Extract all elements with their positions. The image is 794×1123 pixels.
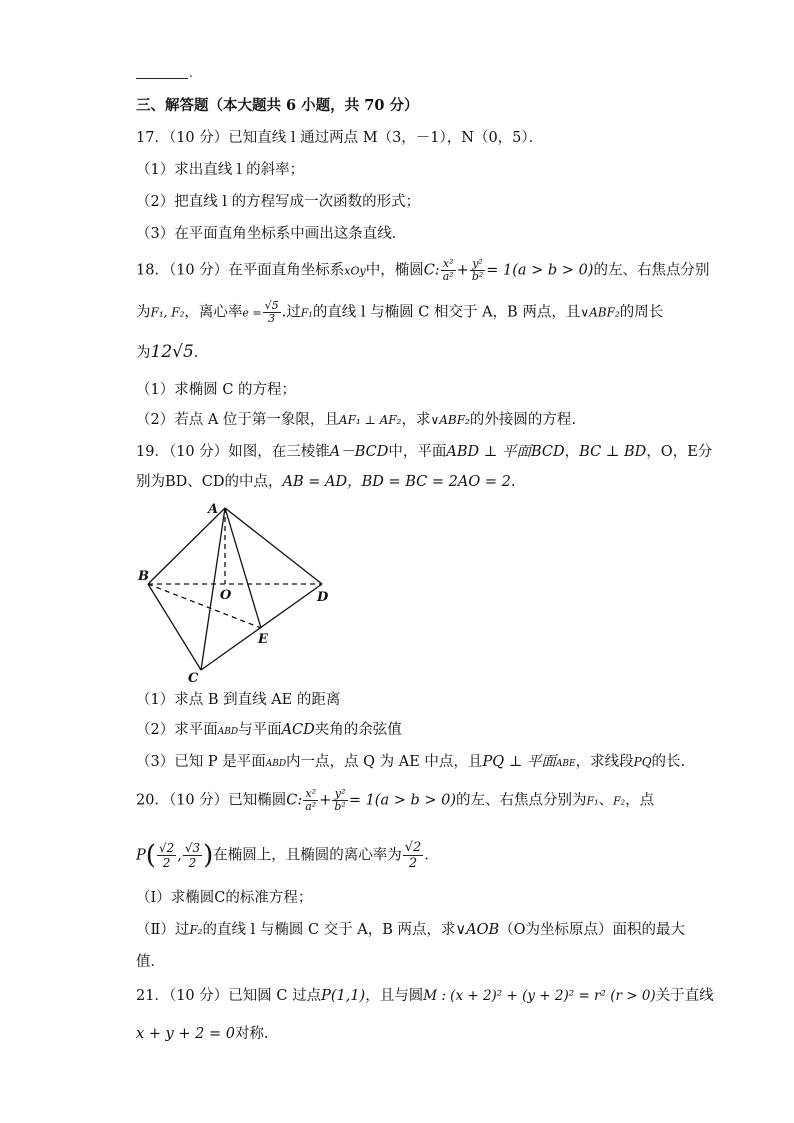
q18-frac-e <box>263 300 281 325</box>
q18-y2: y² <box>470 258 485 271</box>
q20-part2-cont: 值． <box>136 954 165 970</box>
q21-text: 对称. <box>234 1026 269 1042</box>
q19-line2 <box>136 472 515 492</box>
q20-point-p: P <box>136 847 146 864</box>
q18-foci: F₁, F₂ <box>150 305 185 320</box>
q18-sqrt5: √5 <box>264 299 279 312</box>
q19-pq-perp: PQ ⊥ 平面 <box>482 754 556 770</box>
q20-y2: y² <box>332 788 347 801</box>
q20-text: （Ⅱ）过 <box>136 922 190 938</box>
q19-text: 的长. <box>651 754 686 770</box>
q20-sqrt3: √3 <box>184 841 201 855</box>
vertex-label-b: B <box>138 569 149 584</box>
q19-plane-abd: ABD <box>265 759 287 769</box>
q18-text: 为 <box>136 345 151 361</box>
q20-text: （O为坐标原点）面积的最大 <box>499 922 686 938</box>
q18-text: 的周长 <box>619 304 664 321</box>
q21-circle-equation: M : (x + 2)² + (y + 2)² = r² (r > 0) <box>423 988 656 1004</box>
q18-head: 18．（10 分）在平面直角坐标系xOy中，椭圆C: $\frac{\text{x²}}{\text{a²}}$ + $\frac{\text{y²}}{\text{b²}}$ = 1(a > b > 0)的左、右焦点分别 <box>136 257 710 283</box>
q19-pq: PQ <box>633 755 652 769</box>
q18-a2: a² <box>442 270 454 283</box>
q18-text: 的外接圆的方程. <box>469 412 576 428</box>
q19-plane-perp: ABD ⊥ 平面BCD <box>446 444 565 460</box>
q19-text: （3）已知 P 是平面 <box>136 754 266 770</box>
q20-text: 的直线 l 与椭圆 C 交于 A，B 两点，求 <box>202 922 456 938</box>
q20-f2: F₂ <box>189 923 203 937</box>
q18-line2 <box>136 300 663 325</box>
q18-part2 <box>136 410 576 430</box>
q20-x2: x² <box>303 788 318 801</box>
q20-part2 <box>136 920 685 940</box>
q20-condition: = 1(a > b > 0) <box>348 792 457 809</box>
q18-frac-x <box>441 258 456 283</box>
q19-text: . <box>510 474 516 490</box>
q19-text: （2）求平面 <box>136 722 218 738</box>
q20-text: 、 <box>598 792 614 809</box>
q20-triangle-aob: ∨AOB <box>455 922 500 938</box>
q21-text: 关于直线 <box>655 988 714 1004</box>
q20-head: 20．（10 分）已知椭圆C: $\frac{\text{x²}}{\text{a²}}$ + $\frac{\text{y²}}{\text{b²}}$ = 1(a > b > 0)的左、右焦点分别为F₁、F₂，点 <box>136 787 655 813</box>
q20-text: ． <box>424 847 439 864</box>
q19-text: 别为BD、CD的中点， <box>136 474 283 490</box>
q18-ellipse-label: C: <box>423 262 440 279</box>
point-label-e: E <box>258 632 268 647</box>
vertex-label-c: C <box>188 671 199 685</box>
q19-plane-acd: ACD <box>281 722 315 738</box>
q18-xoy: xOy <box>344 264 366 278</box>
vertex-label-d: D <box>317 590 329 605</box>
q18-text: 的左、右焦点分别 <box>593 262 710 279</box>
q18-text: 为 <box>136 304 151 321</box>
answer-blank-dot: . <box>189 66 193 80</box>
q17-part3: （3）在平面直角坐标系中画出这条直线． <box>136 226 407 242</box>
q21-text: 21．（10 分）已知圆 C 过点 <box>136 988 322 1004</box>
q20-frac-py <box>183 841 202 870</box>
q18-perp: AF₁ ⊥ AF₂ <box>338 413 402 427</box>
q20-text: 的左、右焦点分别为 <box>456 792 587 809</box>
q21-head <box>136 986 714 1006</box>
q18-x2: x² <box>441 258 456 271</box>
q20-sqrt2: √2 <box>158 841 175 855</box>
q18-text: . <box>193 345 199 361</box>
q20-f1: F₁ <box>586 794 599 808</box>
q18-line3 <box>136 342 198 363</box>
q18-triangle: ∨ABF₂ <box>430 413 470 427</box>
q18-b2: b² <box>471 270 484 283</box>
q21-point: P(1,1) <box>321 988 366 1004</box>
q19-head <box>136 442 712 462</box>
q18-text: （2）若点 A 位于第一象限，且 <box>136 412 339 428</box>
q18-part1: （1）求椭圆 C 的方程； <box>136 382 297 398</box>
q19-text: ，求线段 <box>575 754 634 770</box>
q18-e: e = <box>242 306 262 320</box>
q17-part2: （2）把直线 l 的方程写成一次函数的形式； <box>136 194 421 210</box>
answer-blank-line <box>136 78 188 79</box>
q18-f1: F₁ <box>300 306 313 320</box>
q19-part2 <box>136 720 402 742</box>
q20-two: 2 <box>162 856 171 870</box>
q21-line2 <box>136 1024 269 1044</box>
q20-two: 2 <box>188 856 197 870</box>
q20-frac-px <box>157 841 176 870</box>
point-label-o: O <box>220 588 232 603</box>
q18-perimeter: 12√5 <box>150 342 194 362</box>
q19-bc-perp: BC ⊥ BD <box>579 444 647 460</box>
q19-text: ，O，E分 <box>646 444 713 460</box>
q18-text: 18．（10 分）在平面直角坐标系 <box>136 262 345 279</box>
q20-frac-y <box>332 788 347 813</box>
q20-a2: a² <box>305 800 317 813</box>
q17-part1: （1）求出直线 l 的斜率； <box>136 162 305 178</box>
q18-triangle: ∨ABF₂ <box>580 305 620 320</box>
section-heading: 三、解答题（本大题共 6 小题，共 70 分） <box>136 97 419 114</box>
q18-text: ，离心率 <box>184 304 243 321</box>
q20-ecc-num: √2 <box>404 840 422 855</box>
q20-text: 20．（10 分）已知椭圆 <box>136 792 287 809</box>
q19-pyramid: A－BCD <box>329 444 389 460</box>
q18-condition: = 1(a > b > 0) <box>486 262 594 279</box>
q18-text: ，求 <box>401 412 431 428</box>
q18-text: 中，椭圆 <box>365 262 424 279</box>
q19-text: 内一点，点 Q 为 AE 中点，且 <box>286 754 483 770</box>
q17-head: 17．（10 分）已知直线 l 通过两点 M（3，－1），N（0，5）． <box>136 130 544 146</box>
q21-text: ，且与圆 <box>365 988 424 1004</box>
q20-text: ，点 <box>625 792 655 809</box>
q19-text: 与平面 <box>238 722 282 738</box>
q20-part1: （Ⅰ）求椭圆C的标准方程； <box>136 890 313 906</box>
q20-ecc-den: 2 <box>408 856 418 871</box>
q20-frac-ecc <box>403 840 424 871</box>
q20-b2: b² <box>334 800 346 813</box>
q19-part3 <box>136 752 685 774</box>
q19-equalities: AB = AD，BD = BC = 2AO = 2 <box>282 474 511 490</box>
q20-line2: P( $\frac{√2}{2}$ , $\frac{√3}{2}$ )在椭圆上，且椭圆的离心率为 $\frac{√2}{2}$ ． <box>136 840 439 871</box>
q19-plane-abe: ABE <box>555 759 576 769</box>
q19-text: ， <box>564 444 580 460</box>
q19-text: 中，平面 <box>388 444 447 460</box>
tetrahedron-figure <box>136 500 336 685</box>
q18-three: 3 <box>268 312 276 325</box>
q19-part1: （1）求点 B 到直线 AE 的距离 <box>136 692 341 708</box>
q20-f2: F₂ <box>613 794 626 808</box>
vertex-label-a: A <box>208 502 219 517</box>
q19-text: 夹角的余弦值 <box>314 722 402 738</box>
q18-text: .过 <box>281 304 301 321</box>
q20-text: 在椭圆上，且椭圆的离心率为 <box>213 847 402 864</box>
q18-frac-y <box>470 258 485 283</box>
q18-text: 的直线 l 与椭圆 C 相交于 A，B 两点，且 <box>312 304 581 321</box>
q21-line-equation: x + y + 2 = 0 <box>136 1026 235 1042</box>
q20-frac-x <box>303 788 318 813</box>
q20-ellipse-label: C: <box>286 792 303 809</box>
q19-plane-abd: ABD <box>217 727 239 737</box>
q19-text: 19．（10 分）如图，在三棱锥 <box>136 444 330 460</box>
